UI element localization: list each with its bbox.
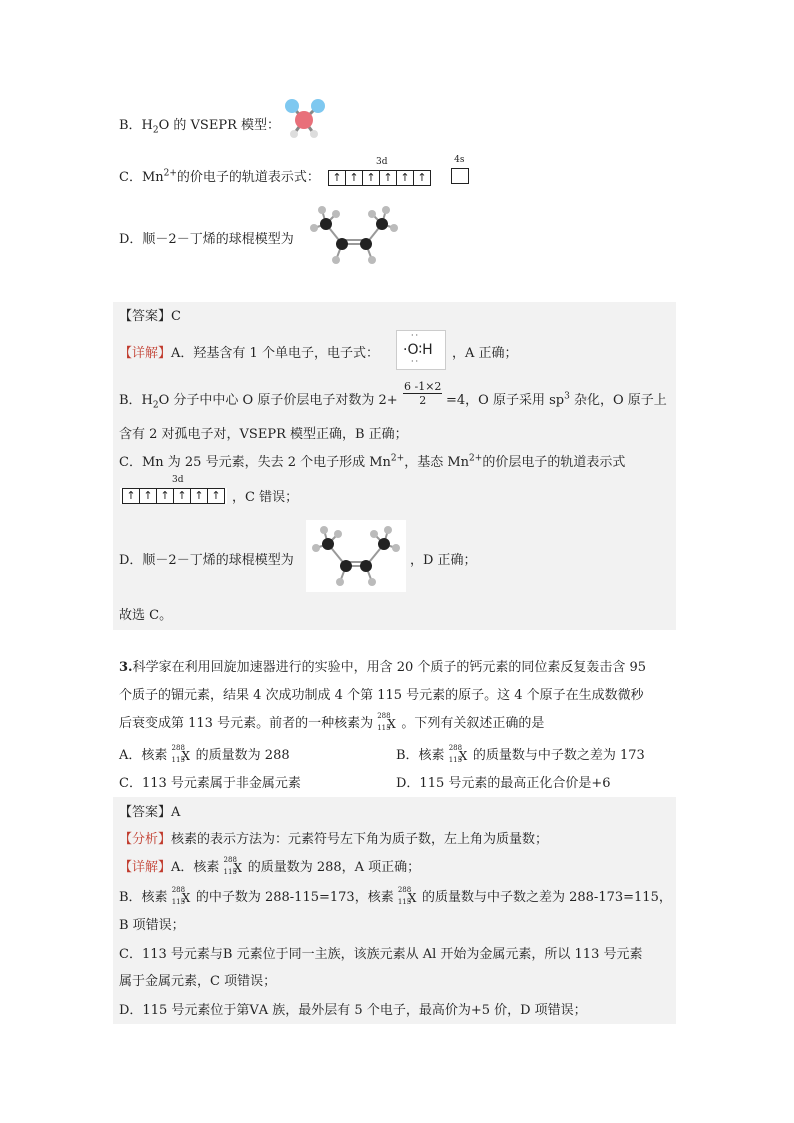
- question-3-line-3: 后衰变成第 113 号元素。前者的一种核素为 288 115 X 。下列有关叙述正确的是: [119, 711, 545, 732]
- detail-b-line-1-end: =4，O 原子采用 $sp^3$ 杂化，O 原子上: [446, 391, 667, 408]
- option-b-text: B．H: [119, 118, 153, 133]
- orbital-diagram-mn: 3d ↑ ↑ ↑ ↑ ↑ ↑ 4s: [328, 168, 469, 188]
- option-b: B．$H_2O$ 的 VSEPR 模型：: [119, 118, 280, 136]
- answer-line-2: 【答案】A: [119, 805, 181, 820]
- detail-a-end: ，A 正确；: [452, 346, 518, 361]
- question-3-line-1: 3.科学家在利用回旋加速器进行的实验中，用含 20 个质子的钙元素的同位素反复轰击含 95: [119, 660, 647, 675]
- fraction: $\frac{6 -1\times 2}{2}$: [404, 380, 442, 407]
- q3-option-d[interactable]: D．115 号元素的最高正化合价是+6: [396, 776, 611, 791]
- detail2-c-line-2: 属于金属元素，C 项错误；: [119, 974, 277, 989]
- detail-b-line-2: 含有 2 对孤电子对，VSEPR 模型正确，B 正确；: [119, 427, 408, 442]
- detail-a-line: 【详解】A．羟基含有 1 个单电子，电子式：: [119, 346, 379, 361]
- option-d: D．顺－2－丁烯的球棍模型为: [119, 232, 294, 247]
- detail2-b-line-2: B 项错误；: [119, 918, 185, 933]
- detail-d-end: ，D 正确；: [410, 553, 477, 568]
- detail-b-line-1: B．$H_2O$ 分子中中心 O 原子价层电子对数为 2+: [119, 393, 398, 411]
- detail-c-line-2: ，C 错误；: [232, 490, 299, 505]
- question-3-line-2: 个质子的镅元素，结果 4 次成功制成 4 个第 115 号元素的原子。这 4 个原子在生成数微秒: [119, 688, 644, 703]
- vsepr-model-icon: [280, 96, 332, 144]
- q3-option-a[interactable]: A．核素 288 115 X 的质量数为 288: [119, 743, 290, 764]
- detail2-d-line: D．115 号元素位于第ⅤA 族，最外层有 5 个电子，最高价为+5 价，D 项错误；: [119, 1003, 587, 1018]
- detail2-c-line-1: C．113 号元素与B 元素位于同一主族，该族元素从 Al 开始为金属元素，所以 113 号元素: [119, 947, 643, 962]
- cis-butene-model-icon-2: [306, 520, 406, 592]
- orbital-diagram-mn2: 3d ↑ ↑ ↑ ↑ ↑ ↑: [120, 488, 227, 504]
- detail2-a-line: 【详解】A．核素 288 115 X 的质量数为 288，A 项正确；: [119, 855, 421, 876]
- q3-option-b[interactable]: B．核素 288 115 X 的质量数与中子数之差为 173: [396, 743, 645, 764]
- nuclide-symbol: 288 115 X: [377, 711, 396, 732]
- detail2-b-line-1: B．核素 288 115 X 的中子数为 288-115=173，核素 288 115 X 的质量数与中子数之差为 288-173=115，: [119, 885, 672, 906]
- detail-c-line-1: C．Mn 为 25 号元素，失去 2 个电子形成 $Mn^{2+}$，基态 $Mn^{2+}$的价层电子的轨道表示式: [119, 453, 626, 470]
- cis-butene-model-icon: [306, 204, 402, 268]
- option-c: C．$Mn^{2+}$的价电子的轨道表示式：: [119, 168, 320, 185]
- hydroxyl-electron-formula: ·· ·O∶H ··: [396, 330, 446, 370]
- q3-option-c[interactable]: C．113 号元素属于非金属元素: [119, 776, 301, 791]
- analysis-line: 【分析】核素的表示方法为：元素符号左下角为质子数，左上角为质量数；: [119, 832, 549, 847]
- detail-d-line: D．顺－2－丁烯的球棍模型为: [119, 553, 294, 568]
- conclusion-1: 故选 C。: [119, 608, 173, 623]
- answer-line-1: 【答案】C: [119, 309, 181, 324]
